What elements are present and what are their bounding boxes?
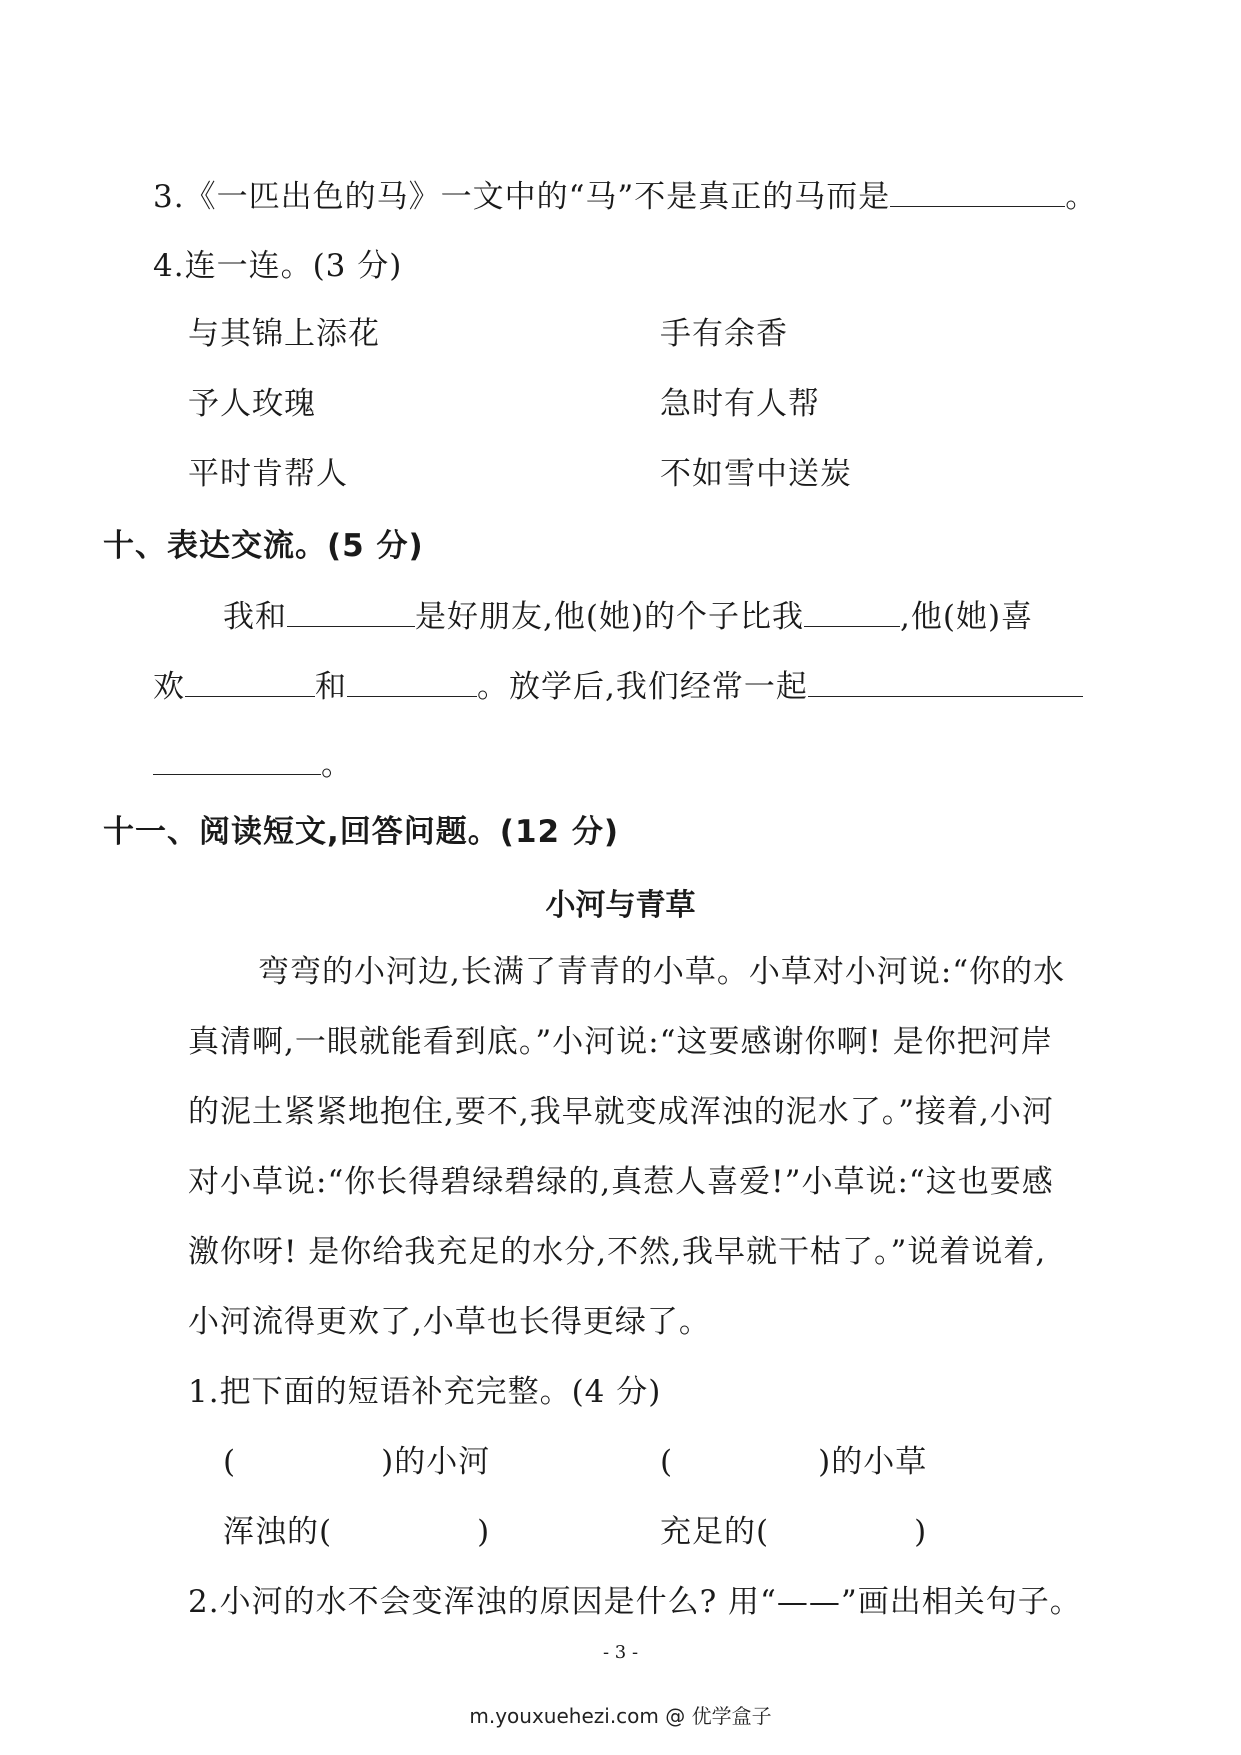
q3-end: 。 — [1065, 179, 1098, 215]
passage-line-1: 弯弯的小河边,长满了青青的小草。小草对小河说:“你的水 — [258, 954, 1066, 990]
section-11-title: 十一、阅读短文,回答问题。(12 分) — [103, 814, 620, 850]
match-right-2[interactable]: 急时有人帮 — [660, 386, 820, 422]
sec10-line-1 — [223, 596, 1033, 637]
sec10-text-2: 是好朋友,他(她)的个子比我 — [415, 599, 805, 635]
match-right-1[interactable]: 手有余香 — [660, 316, 788, 352]
sec10-text-4: 欢 — [153, 669, 185, 705]
match-left-1[interactable]: 与其锦上添花 — [188, 316, 380, 352]
height-blank[interactable] — [804, 596, 900, 627]
phrase-b-open: ( — [660, 1444, 674, 1480]
sec10-text-1: 我和 — [223, 599, 287, 635]
passage-line-2: 真清啊,一眼就能看到底。”小河说:“这要感谢你啊! 是你把河岸 — [188, 1024, 1053, 1060]
passage-line-3: 的泥土紧紧地抱住,要不,我早就变成浑浊的泥水了。”接着,小河 — [188, 1094, 1054, 1130]
q11-2-title: 2.小河的水不会变浑浊的原因是什么? 用“——”画出相关句子。 — [188, 1584, 1082, 1620]
match-right-3[interactable]: 不如雪中送炭 — [660, 456, 852, 492]
phrase-c — [223, 1512, 490, 1552]
q3-answer-blank[interactable] — [890, 176, 1065, 207]
q3-text: 3.《一匹出色的马》一文中的“马”不是真正的马而是 — [153, 179, 891, 215]
q4-title: 4.连一连。(3 分) — [153, 248, 403, 284]
sec10-text-6: 。放学后,我们经常一起 — [477, 669, 808, 705]
sec10-line-3 — [153, 744, 353, 785]
sec10-line-2 — [153, 666, 1083, 707]
page-number: - 3 - — [602, 1642, 639, 1663]
activity-blank-1[interactable] — [808, 666, 1083, 697]
phrase-c-close: ) — [477, 1514, 491, 1550]
match-left-2[interactable]: 予人玫瑰 — [188, 386, 316, 422]
phrase-a-close: )的小河 — [381, 1444, 491, 1480]
phrase-b — [660, 1442, 927, 1482]
sec10-text-7: 。 — [321, 747, 353, 783]
passage-line-5: 激你呀! 是你给我充足的水分,不然,我早就干枯了。”说着说着, — [188, 1234, 1047, 1270]
activity-blank-2[interactable] — [153, 744, 321, 775]
like-blank-1[interactable] — [185, 666, 315, 697]
phrase-c-open: 浑浊的( — [223, 1514, 333, 1550]
passage-line-4: 对小草说:“你长得碧绿碧绿的,真惹人喜爱!”小草说:“这也要感 — [188, 1164, 1054, 1200]
phrase-b-close: )的小草 — [818, 1444, 928, 1480]
footer-watermark: m.youxuehezi.com @ 优学盒子 — [469, 1704, 772, 1728]
section-10-title: 十、表达交流。(5 分) — [103, 528, 424, 564]
sec10-text-5: 和 — [315, 669, 347, 705]
phrase-d-close: ) — [914, 1514, 928, 1550]
phrase-a-open: ( — [223, 1444, 237, 1480]
q11-1-title: 1.把下面的短语补充完整。(4 分) — [188, 1374, 662, 1410]
passage-title: 小河与青草 — [545, 888, 696, 923]
sec10-text-3: ,他(她)喜 — [900, 599, 1034, 635]
q3-line — [153, 176, 1097, 217]
phrase-d — [660, 1512, 927, 1552]
match-left-3[interactable]: 平时肯帮人 — [188, 456, 348, 492]
passage-line-6: 小河流得更欢了,小草也长得更绿了。 — [188, 1304, 711, 1340]
like-blank-2[interactable] — [347, 666, 477, 697]
phrase-a — [223, 1442, 490, 1482]
friend-name-blank[interactable] — [287, 596, 415, 627]
phrase-d-open: 充足的( — [660, 1514, 770, 1550]
